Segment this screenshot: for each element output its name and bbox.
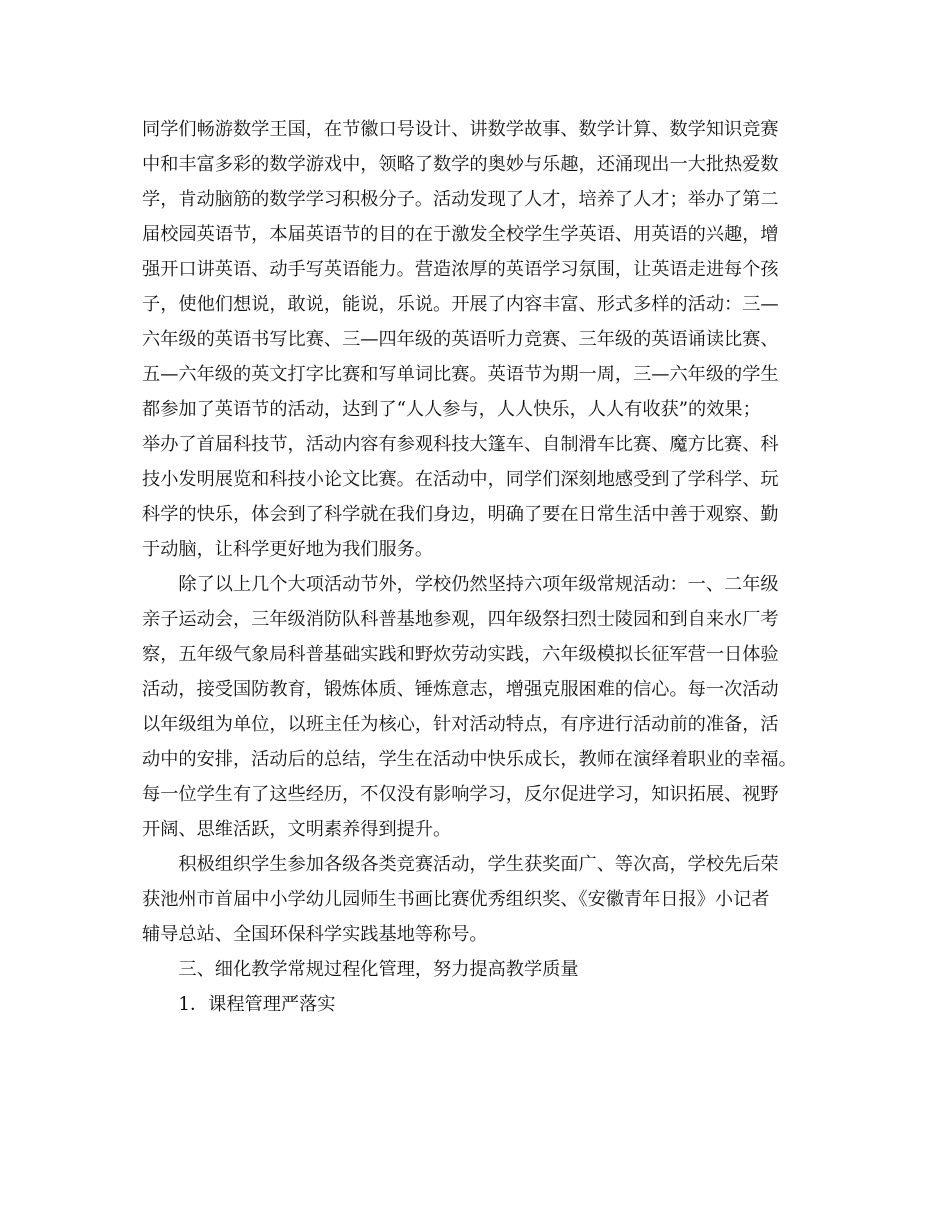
text-line: 技小发明展览和科技小论文比赛。在活动中，同学们深刻地感受到了学科学、玩 <box>142 469 779 490</box>
text-line: 积极组织学生参加各级各类竞赛活动，学生获奖面广、等次高，学校先后荣 <box>142 854 779 875</box>
document-body <box>142 112 810 1022</box>
text-line: 获池州市首届中小学幼儿园师生书画比赛优秀组织奖、《安徽青年日报》小记者 <box>142 889 770 910</box>
text-line: 辅导总站、全国环保科学实践基地等称号。 <box>142 924 488 945</box>
text-line: 都参加了英语节的活动，达到了“人人参与，人人快乐，人人有收获”的效果； <box>142 399 761 420</box>
text-line: 除了以上几个大项活动节外，学校仍然坚持六项年级常规活动：一、二年级 <box>142 574 779 595</box>
text-line: 中和丰富多彩的数学游戏中，领略了数学的奥妙与乐趣，还涌现出一大批热爱数 <box>142 154 779 175</box>
text-line: 以年级组为单位，以班主任为核心，针对活动特点，有序进行活动前的准备，活 <box>142 714 779 735</box>
text-line: 子，使他们想说，敢说，能说，乐说。开展了内容丰富、形式多样的活动：三— <box>142 294 779 315</box>
text-line: 察，五年级气象局科普基础实践和野炊劳动实践，六年级模拟长征军营一日体验 <box>142 644 779 665</box>
text-line: 同学们畅游数学王国，在节徽口号设计、讲数学故事、数学计算、数学知识竞赛 <box>142 119 779 140</box>
text-line: 开阔、思维活跃，文明素养得到提升。 <box>142 819 452 840</box>
text-line: 每一位学生有了这些经历，不仅没有影响学习，反尔促进学习，知识拓展、视野 <box>142 784 779 805</box>
text-line: 五—六年级的英文打字比赛和写单词比赛。英语节为期一周，三—六年级的学生 <box>142 364 779 385</box>
text-line: 于动脑，让科学更好地为我们服务。 <box>142 539 434 560</box>
text-line: 届校园英语节，本届英语节的目的在于激发全校学生学英语、用英语的兴趣，增 <box>142 224 779 245</box>
text-line: 举办了首届科技节，活动内容有参观科技大篷车、自制滑车比赛、魔方比赛、科 <box>142 434 779 455</box>
text-line: 亲子运动会，三年级消防队科普基地参观，四年级祭扫烈士陵园和到自来水厂考 <box>142 609 779 630</box>
subsection-heading: 1．课程管理严落实 <box>142 994 336 1015</box>
section-heading: 三、细化教学常规过程化管理，努力提高教学质量 <box>142 959 579 980</box>
text-line: 六年级的英语书写比赛、三—四年级的英语听力竞赛、三年级的英语诵读比赛、 <box>142 329 779 350</box>
text-line: 活动，接受国防教育，锻炼体质、锤炼意志，增强克服困难的信心。每一次活动 <box>142 679 779 700</box>
text-line: 学，肯动脑筋的数学学习积极分子。活动发现了人才，培养了人才；举办了第二 <box>142 189 779 210</box>
text-line: 强开口讲英语、动手写英语能力。营造浓厚的英语学习氛围，让英语走进每个孩 <box>142 259 779 280</box>
text-line: 动中的安排，活动后的总结，学生在活动中快乐成长，教师在演绎着职业的幸福。 <box>142 749 797 770</box>
text-line: 科学的快乐，体会到了科学就在我们身边，明确了要在日常生活中善于观察、勤 <box>142 504 779 525</box>
